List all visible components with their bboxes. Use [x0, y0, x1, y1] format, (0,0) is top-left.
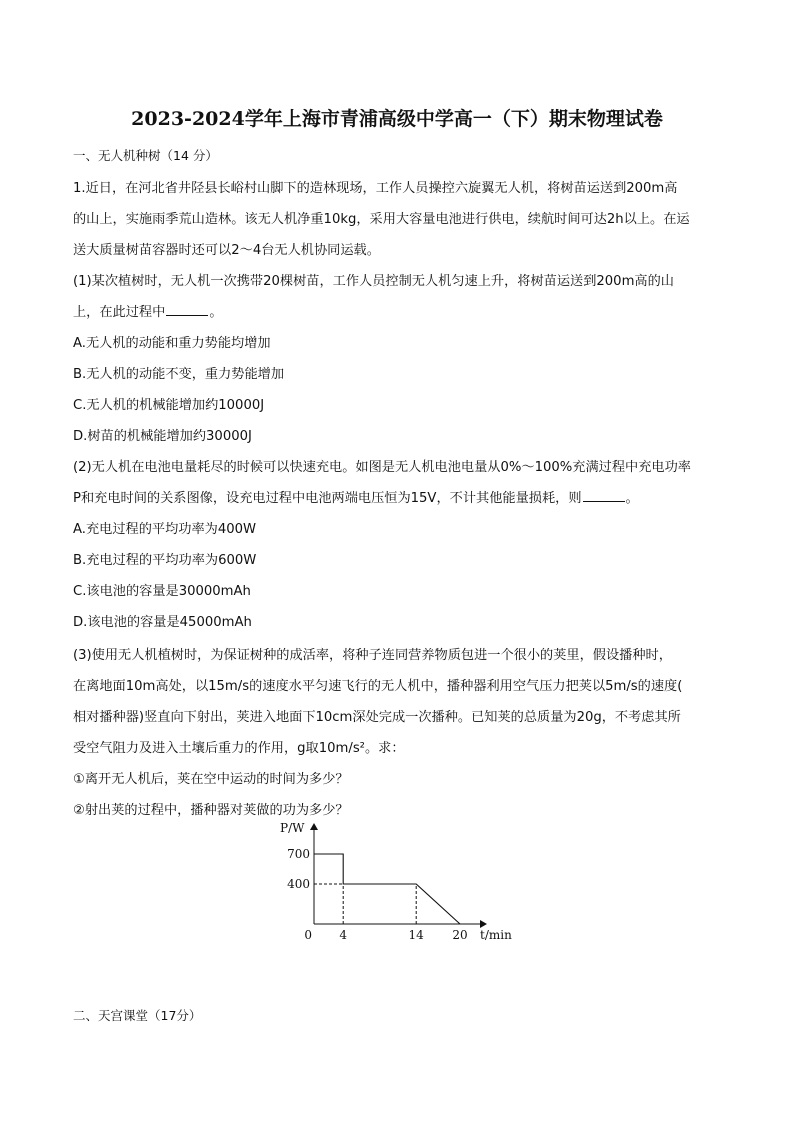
q1-sub2-option-d[interactable]: D.该电池的容量是45000mAh	[73, 615, 252, 630]
section-heading-1: 一、无人机种树（14 分）	[73, 148, 218, 163]
section-heading-2: 二、天宫课堂（17分）	[73, 1008, 202, 1023]
x-tick-label: 20	[452, 928, 468, 942]
page-title: 2023-2024学年上海市青浦高级中学高一（下）期末物理试卷	[131, 108, 663, 130]
answer-blank[interactable]	[166, 303, 208, 316]
q1-sub3-line-2: 在离地面10m高处，以15m/s的速度水平匀速飞行的无人机中，播种器利用空气压力把荚以5m/s的速度(	[73, 679, 683, 694]
q1-sub1-option-b[interactable]: B.无人机的动能不变，重力势能增加	[73, 367, 285, 382]
q1-sub1-option-d[interactable]: D.树苗的机械能增加约30000J	[73, 429, 252, 444]
q1-sub2-line-1: (2)无人机在电池电量耗尽的时候可以快速充电。如图是无人机电池电量从0%～100%充满过程中充电功率	[73, 460, 691, 475]
y-tick-label: 700	[287, 847, 310, 861]
x-tick-label: 4	[339, 928, 348, 942]
q1-sub2-end: 。	[625, 491, 639, 506]
y-tick-label: 400	[287, 877, 310, 891]
q1-sub3-line-1: (3)使用无人机植树时，为保证树种的成活率，将种子连同营养物质包进一个很小的荚里，假设播种时，	[73, 648, 672, 663]
y-axis-label: P/W	[280, 821, 305, 835]
q1-sub3-item-2: ②射出荚的过程中，播种器对荚做的功为多少？	[73, 803, 349, 818]
q1-sub1-stem: 上，在此过程中	[73, 305, 166, 320]
q1-sub3-line-4: 受空气阻力及进入土壤后重力的作用，g取10m/s²。求：	[73, 741, 405, 756]
q1-sub2-option-c[interactable]: C.该电池的容量是30000mAh	[73, 584, 251, 599]
x-tick-label: 0	[304, 928, 312, 942]
power-time-chart	[270, 818, 530, 948]
x-tick-label: 14	[408, 928, 424, 942]
q1-intro-line-3: 送大质量树苗容器时还可以2～4台无人机协同运载。	[73, 243, 380, 258]
q1-sub3-item-1: ①离开无人机后，荚在空中运动的时间为多少？	[73, 772, 349, 787]
q1-intro-line-2: 的山上，实施雨季荒山造林。该无人机净重10kg，采用大容量电池进行供电，续航时间可达2h以上。在运	[73, 212, 690, 227]
q1-sub2-option-b[interactable]: B.充电过程的平均功率为600W	[73, 553, 257, 568]
q1-sub1-line-1: (1)某次植树时，无人机一次携带20棵树苗，工作人员控制无人机匀速上升，将树苗运送到200m高的山	[73, 274, 674, 289]
x-axis-label: t/min	[480, 928, 512, 942]
q1-sub3-line-3: 相对播种器)竖直向下射出，荚进入地面下10cm深处完成一次播种。已知荚的总质量为20g，不考虑其所	[73, 710, 681, 725]
q1-sub1-option-a[interactable]: A.无人机的动能和重力势能均增加	[73, 336, 271, 351]
q1-sub1-line-2	[73, 301, 223, 320]
answer-blank[interactable]	[583, 489, 625, 502]
q1-sub2-option-a[interactable]: A.充电过程的平均功率为400W	[73, 522, 257, 537]
q1-sub2-line-2	[73, 487, 639, 506]
q1-sub1-option-c[interactable]: C.无人机的机械能增加约10000J	[73, 398, 265, 413]
q1-sub1-end: 。	[209, 305, 223, 320]
q1-intro-line-1: 1.近日，在河北省井陉县长峪村山脚下的造林现场，工作人员操控六旋翼无人机，将树苗运送到200m高	[73, 181, 678, 196]
q1-sub2-stem: P和充电时间的关系图像，设充电过程中电池两端电压恒为15V，不计其他能量损耗，则	[73, 491, 582, 506]
series-line-0	[314, 854, 460, 924]
